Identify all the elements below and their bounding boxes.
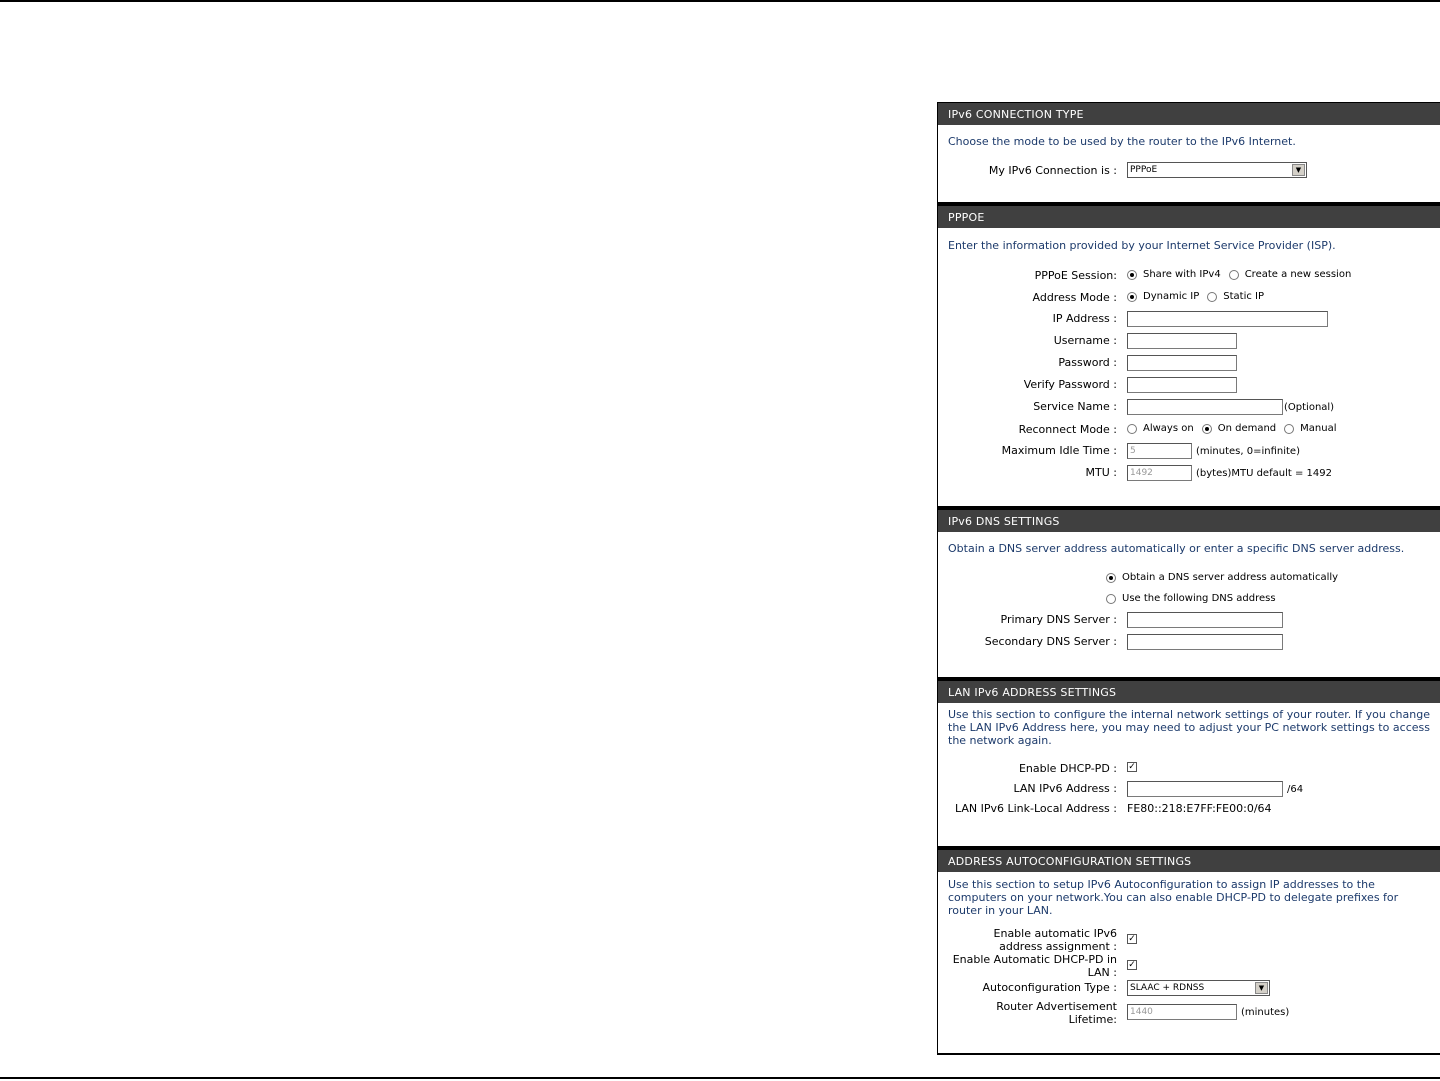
ip-address-label: IP Address : [1052,312,1117,325]
idle-time-input[interactable]: 5 [1127,443,1192,459]
section-header: IPv6 CONNECTION TYPE [938,102,1440,125]
radio-label: Create a new session [1244,269,1352,280]
primary-dns-input[interactable] [1127,612,1283,628]
username-input[interactable] [1127,333,1237,349]
section-dns [938,509,1440,680]
radio-static-ip[interactable] [1207,292,1217,302]
dropdown-arrow-icon[interactable]: ▼ [1292,164,1305,176]
mtu-note: (bytes)MTU default = 1492 [1196,467,1332,479]
radio-label: Use the following DNS address [1122,593,1276,604]
section-header: PPPOE [938,205,1440,228]
bottom-rule [0,1077,1440,1079]
radio-label: Manual [1300,423,1337,434]
top-rule [0,0,1440,2]
section-autoconfig [938,849,1440,1055]
username-label: Username : [1053,334,1117,347]
idle-time-label: Maximum Idle Time : [1001,444,1117,457]
radio-dynamic-ip[interactable] [1127,292,1137,302]
ra-lifetime-unit: (minutes) [1241,1006,1290,1018]
ra-lifetime-label: Router Advertisement [996,1000,1117,1013]
section-description: Obtain a DNS server address automatically or enter a specific DNS server address. [948,542,1405,555]
radio-new-session[interactable] [1229,270,1239,280]
primary-dns-label: Primary DNS Server : [1000,613,1117,626]
mtu-input[interactable]: 1492 [1127,465,1192,481]
auto-dhcp-pd-label: Enable Automatic DHCP-PD in [952,953,1117,966]
ra-lifetime-label-line2: Lifetime: [1068,1013,1117,1026]
idle-time-note: (minutes, 0=infinite) [1196,445,1300,457]
secondary-dns-label: Secondary DNS Server : [984,635,1117,648]
reconnect-mode-label: Reconnect Mode : [1018,423,1117,436]
service-name-label: Service Name : [1033,400,1117,413]
prefix-length: /64 [1287,783,1304,795]
section-pppoe [938,205,1440,509]
radio-label: On demand [1217,423,1277,434]
lan-ipv6-address-label: LAN IPv6 Address : [1013,782,1117,795]
service-name-input[interactable] [1127,399,1283,415]
section-description: Use this section to setup IPv6 Autoconfiguration to assign IP addresses to the computers on your network.You can also enable DHCP-PD to delegate prefixes for router in your LAN. [948,878,1399,917]
optional-note: (Optional) [1284,401,1335,413]
radio-label: Always on [1143,423,1194,434]
auto-assign-label-line2: address assignment : [999,940,1117,953]
radio-share-ipv4[interactable] [1127,270,1137,280]
dropdown-arrow-icon[interactable]: ▼ [1255,982,1268,994]
link-local-value: FE80::218:E7FF:FE00:0/64 [1127,802,1272,815]
autoconfig-type-select[interactable] [1127,980,1270,996]
auto-dhcp-pd-checkbox[interactable]: ✓ [1128,960,1136,970]
autoconfig-type-value: SLAAC + RDNSS [1130,983,1205,993]
connection-row [938,162,1440,184]
section-description: Choose the mode to be used by the router to the IPv6 Internet. [948,135,1296,148]
ip-address-input[interactable] [1127,311,1328,327]
radio-dns-auto[interactable] [1106,573,1116,583]
auto-assign-checkbox[interactable]: ✓ [1128,934,1136,944]
radio-always-on[interactable] [1127,424,1137,434]
radio-label: Obtain a DNS server address automatically [1122,572,1339,583]
radio-dns-manual[interactable] [1106,594,1116,604]
mtu-label: MTU : [1085,466,1117,479]
radio-manual[interactable] [1284,424,1294,434]
address-mode-label: Address Mode : [1032,291,1117,304]
section-description: Enter the information provided by your Internet Service Provider (ISP). [948,239,1336,252]
dhcp-pd-checkbox[interactable]: ✓ [1128,762,1136,772]
ra-lifetime-input[interactable]: 1440 [1127,1004,1237,1020]
auto-assign-label: Enable automatic IPv6 [993,927,1117,940]
autoconfig-type-label: Autoconfiguration Type : [982,981,1117,994]
radio-on-demand[interactable] [1202,424,1212,434]
section-description: Use this section to configure the internal network settings of your router. If you change the LAN IPv6 Address here, you may need to adjust your PC network settings to access the network again. [948,708,1430,747]
connection-type-value: PPPoE [1130,165,1158,175]
lan-ipv6-address-input[interactable] [1127,781,1283,797]
radio-label: Share with IPv4 [1143,269,1221,280]
ipv6-settings-panel [937,102,1440,1055]
password-label: Password : [1058,356,1117,369]
auto-dhcp-pd-label-line2: LAN : [1087,966,1117,979]
pppoe-session-label: PPPoE Session: [1034,269,1117,282]
radio-label: Static IP [1223,291,1265,302]
section-header: IPv6 DNS SETTINGS [938,509,1440,532]
connection-type-select[interactable] [1127,162,1307,178]
connection-label: My IPv6 Connection is : [988,164,1117,177]
verify-password-label: Verify Password : [1023,378,1117,391]
dhcp-pd-label: Enable DHCP-PD : [1018,762,1117,775]
section-header: LAN IPv6 ADDRESS SETTINGS [938,680,1440,703]
section-lan [938,680,1440,849]
section-header: ADDRESS AUTOCONFIGURATION SETTINGS [938,849,1440,872]
secondary-dns-input[interactable] [1127,634,1283,650]
section-connection-type [938,102,1440,205]
link-local-label: LAN IPv6 Link-Local Address : [954,802,1117,815]
radio-label: Dynamic IP [1143,291,1200,302]
verify-password-input[interactable] [1127,377,1237,393]
password-input[interactable] [1127,355,1237,371]
